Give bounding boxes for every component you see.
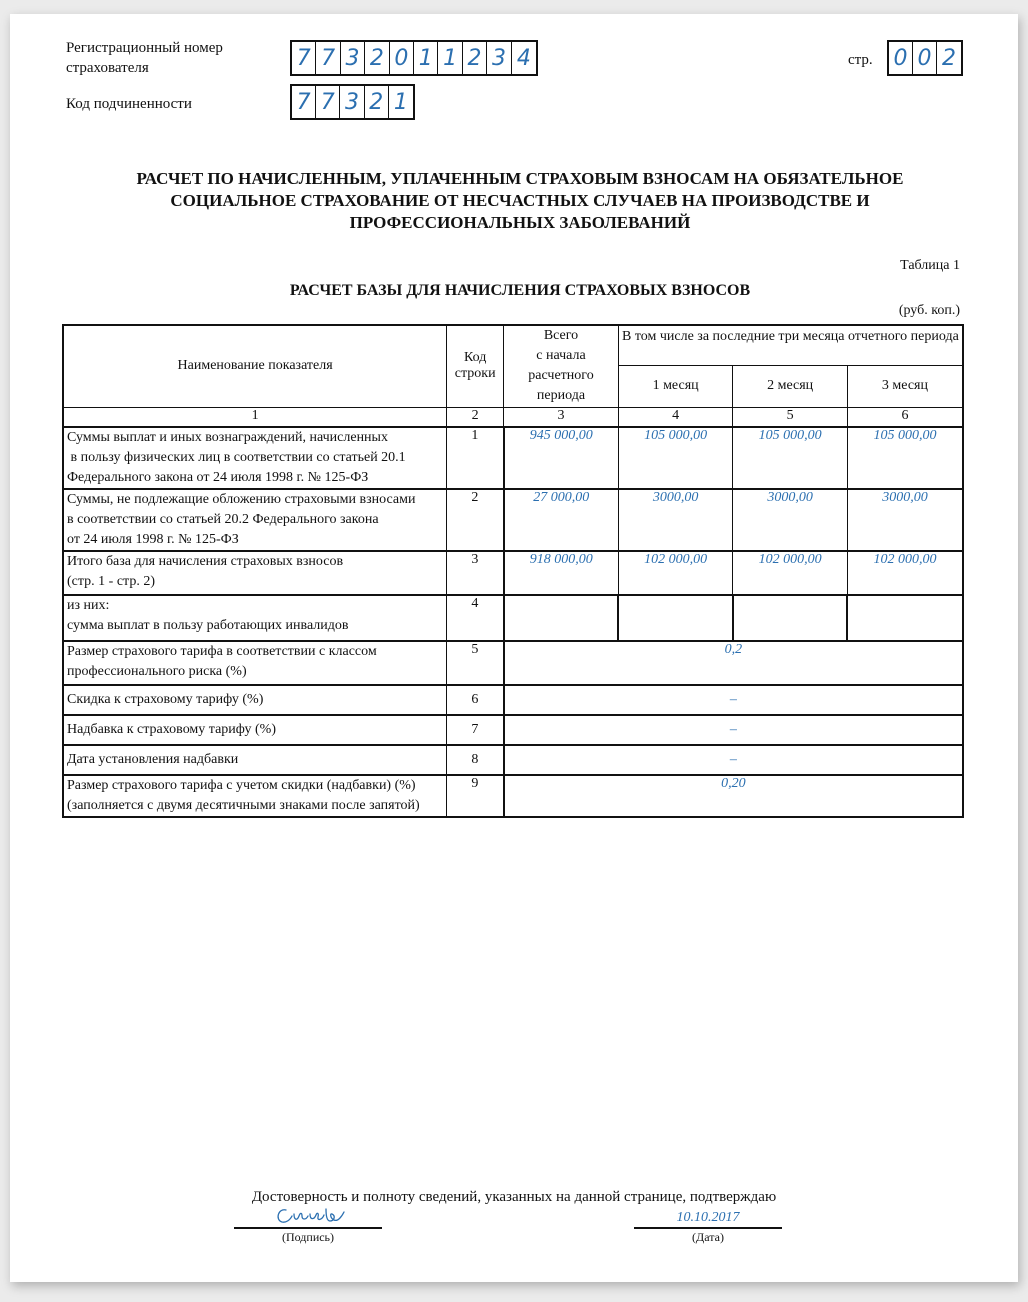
table-label: Таблица 1	[900, 258, 960, 273]
rate5-name-l1: Размер страхового тарифа в соответствии с классом	[67, 644, 377, 659]
row-m3: 102 000,00	[847, 551, 963, 595]
col-total-l1: Всего	[543, 328, 579, 344]
row-m2: 3000,00	[733, 489, 848, 551]
table-row	[63, 715, 963, 745]
page-label: стр.	[848, 52, 873, 68]
col-m1-header: 1 месяц	[618, 365, 733, 407]
signature-line	[234, 1227, 382, 1229]
row-name	[63, 595, 447, 641]
rate-code: 9	[447, 775, 504, 817]
table-title: РАСЧЕТ БАЗЫ ДЛЯ НАЧИСЛЕНИЯ СТРАХОВЫХ ВЗНОСОВ	[289, 282, 751, 299]
row-m3	[847, 595, 963, 641]
row-code: 3	[447, 551, 504, 595]
row1-name-l3: Федерального закона от 24 июля 1998 г. № 125-ФЗ	[67, 470, 369, 485]
reg-number-digit: 3	[487, 42, 511, 74]
rate-value: –	[504, 745, 963, 775]
row-m3: 105 000,00	[847, 427, 963, 489]
confirm-text: Достоверность и полноту сведений, указанных на данной странице, подтверждаю	[251, 1189, 777, 1205]
document-page	[10, 14, 1018, 1282]
row-m2: 102 000,00	[733, 551, 848, 595]
row-code: 1	[447, 427, 504, 489]
date-caption: (Дата)	[692, 1230, 724, 1244]
sub-code-digit: 7	[316, 86, 340, 118]
row-total	[504, 595, 619, 641]
row4-name-l1: из них:	[67, 598, 110, 613]
col-code-l1: Код	[463, 350, 487, 366]
page-number-digit: 2	[942, 45, 957, 71]
sub-code-digit: 3	[340, 86, 364, 118]
row2-name-l2: в соответствии со статьей 20.2 Федерального закона	[67, 512, 379, 527]
rate-code: 6	[447, 685, 504, 715]
signature-caption: (Подпись)	[281, 1230, 335, 1244]
page-number-digit: 0	[889, 42, 913, 74]
row-m2	[733, 595, 848, 641]
sub-code-label: Код подчиненности	[66, 96, 192, 112]
row-m1	[618, 595, 733, 641]
units-label: (руб. коп.)	[898, 303, 960, 318]
table-row	[63, 551, 963, 595]
date-line	[634, 1227, 782, 1229]
form-title	[70, 168, 970, 234]
col-total-l4: периода	[536, 388, 586, 404]
row-m3: 3000,00	[847, 489, 963, 551]
reg-number-digit: 1	[414, 42, 438, 74]
row1-name-l1: Суммы выплат и иных вознаграждений, начисленных	[67, 430, 388, 445]
rate-name	[63, 641, 447, 685]
row-total: 27 000,00	[504, 489, 619, 551]
col-total-header	[504, 325, 619, 407]
col-num-5: 5	[733, 407, 848, 427]
reg-label-line1: Регистрационный номер	[66, 40, 223, 56]
table-row	[63, 595, 963, 641]
reg-number-digit: 2	[463, 42, 487, 74]
reg-number-digit: 1	[438, 42, 462, 74]
rate-code: 8	[447, 745, 504, 775]
rate-code: 5	[447, 641, 504, 685]
row-code: 2	[447, 489, 504, 551]
row-m2: 105 000,00	[733, 427, 848, 489]
rate9-name-l2: (заполняется с двумя десятичными знаками после запятой)	[67, 798, 420, 813]
row3-name-l2: (стр. 1 - стр. 2)	[67, 574, 155, 589]
sub-code-digit: 2	[365, 86, 389, 118]
col-m2-header: 2 месяц	[733, 365, 848, 407]
title-line1: РАСЧЕТ ПО НАЧИСЛЕННЫМ, УПЛАЧЕННЫМ СТРАХОВЫМ ВЗНОСАМ НА ОБЯЗАТЕЛЬНОЕ	[136, 169, 904, 188]
col-name-header: Наименование показателя	[63, 325, 447, 407]
reg-number-digit: 2	[365, 42, 389, 74]
col-code-header	[447, 325, 504, 407]
rate-name	[63, 775, 447, 817]
reg-number-cells	[290, 40, 538, 76]
signature-image	[272, 1204, 352, 1228]
col-m3-header: 3 месяц	[847, 365, 963, 407]
col-num-4: 4	[618, 407, 733, 427]
row-code: 4	[447, 595, 504, 641]
row-name	[63, 427, 447, 489]
row-total: 945 000,00	[504, 427, 619, 489]
rate5-name-l2: профессионального риска (%)	[67, 664, 247, 679]
col-num-1: 1	[63, 407, 447, 427]
title-line2: СОЦИАЛЬНОЕ СТРАХОВАНИЕ ОТ НЕСЧАСТНЫХ СЛУЧАЕВ НА ПРОИЗВОДСТВЕ И	[170, 191, 870, 210]
table-row	[63, 775, 963, 817]
row-m1: 102 000,00	[618, 551, 733, 595]
row-m1: 3000,00	[618, 489, 733, 551]
rate-name: Надбавка к страховому тарифу (%)	[63, 715, 447, 745]
col-code-l2: строки	[454, 366, 496, 382]
table-row	[63, 641, 963, 685]
reg-number-digit: 3	[341, 42, 365, 74]
sub-code-cells	[290, 84, 415, 120]
rate-name: Дата установления надбавки	[63, 745, 447, 775]
page-number-digit: 0	[913, 42, 937, 74]
rate-value: –	[504, 715, 963, 745]
base-table	[62, 324, 964, 818]
rate9-name-l1: Размер страхового тарифа с учетом скидки (надбавки) (%)	[67, 778, 416, 793]
col-num-2: 2	[447, 407, 504, 427]
rate-name: Скидка к страховому тарифу (%)	[63, 685, 447, 715]
row-name	[63, 489, 447, 551]
row3-name-l1: Итого база для начисления страховых взносов	[67, 554, 344, 569]
rate-value: 0,2	[504, 641, 963, 685]
sub-code-digit: 7	[292, 86, 316, 118]
reg-number-label	[66, 38, 223, 78]
page-number-cells	[887, 40, 963, 76]
reg-number-digit: 4	[516, 45, 531, 71]
reg-number-digit: 7	[292, 42, 316, 74]
reg-number-digit: 7	[316, 42, 340, 74]
row2-name-l1: Суммы, не подлежащие обложению страховыми взносами	[67, 492, 416, 507]
row4-name-l2: сумма выплат в пользу работающих инвалидов	[67, 618, 349, 633]
title-line3: ПРОФЕССИОНАЛЬНЫХ ЗАБОЛЕВАНИЙ	[349, 213, 691, 232]
date-value: 10.10.2017	[676, 1210, 740, 1225]
col-total-l2: с начала	[536, 348, 586, 364]
row-name	[63, 551, 447, 595]
col-num-3: 3	[504, 407, 619, 427]
reg-number-digit: 0	[390, 42, 414, 74]
col-months-header: В том числе за последние три месяца отчетного периода	[618, 325, 963, 365]
table-row	[63, 685, 963, 715]
rate-code: 7	[447, 715, 504, 745]
row1-name-l2: в пользу физических лиц в соответствии со статьей 20.1	[67, 450, 406, 465]
table-row	[63, 489, 963, 551]
row-total: 918 000,00	[504, 551, 619, 595]
rate-value: 0,20	[504, 775, 963, 817]
rate-value: –	[504, 685, 963, 715]
row-m1: 105 000,00	[618, 427, 733, 489]
col-num-6: 6	[847, 407, 963, 427]
table-row	[63, 745, 963, 775]
row2-name-l3: от 24 июля 1998 г. № 125-ФЗ	[67, 532, 239, 547]
table-row	[63, 427, 963, 489]
reg-label-line2: страхователя	[66, 60, 149, 76]
sub-code-digit: 1	[393, 89, 408, 115]
col-total-l3: расчетного	[528, 368, 594, 384]
